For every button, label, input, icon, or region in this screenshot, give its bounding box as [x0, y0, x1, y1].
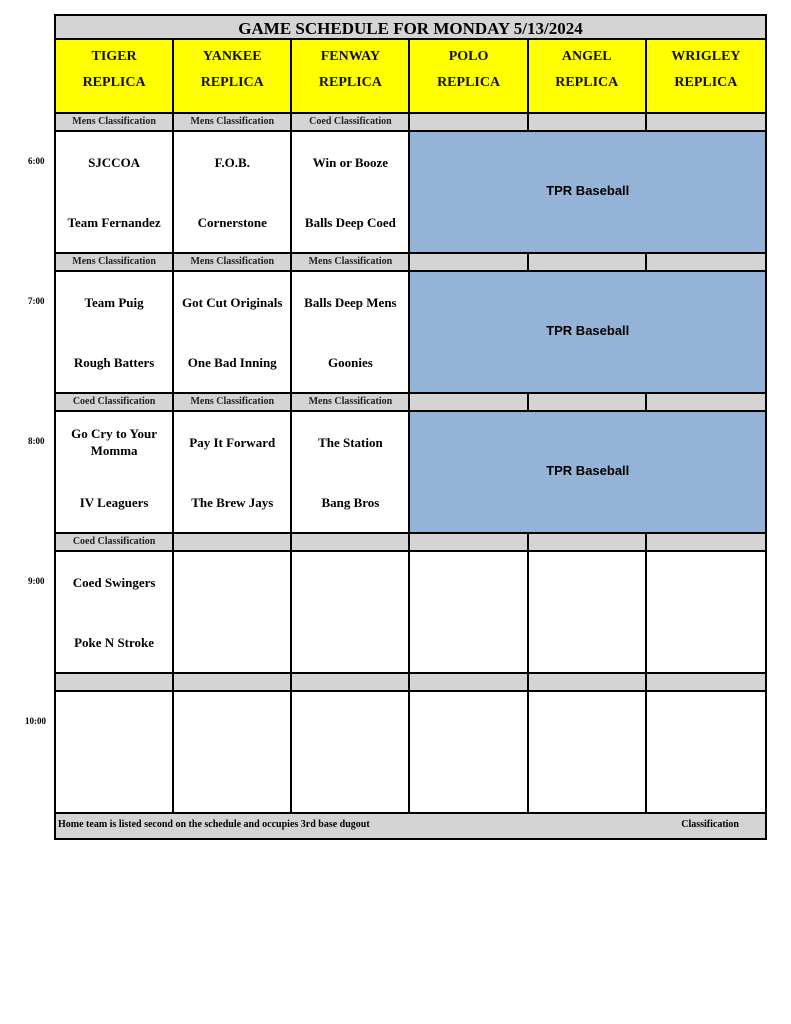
- home-team: Rough Batters: [73, 355, 155, 370]
- home-team: Balls Deep Coed: [304, 215, 396, 230]
- classification-cell: Coed Classification: [292, 114, 410, 130]
- game-cell: [56, 132, 174, 252]
- home-team: IV Leaguers: [79, 495, 149, 510]
- classification-cell: [529, 394, 647, 410]
- field-header-polo: [410, 40, 528, 112]
- game-cell: [647, 692, 765, 812]
- home-team: Goonies: [328, 355, 373, 370]
- classification-row: [54, 672, 767, 692]
- game-cell: [292, 272, 410, 392]
- classification-cell: Mens Classification: [56, 114, 174, 130]
- away-team: Team Puig: [84, 295, 144, 310]
- game-cell: [410, 552, 528, 672]
- footer-bar: [54, 812, 767, 840]
- classification-cell: [529, 114, 647, 130]
- time-slot: [54, 692, 767, 812]
- classification-cell: [647, 534, 765, 550]
- game-cell: [56, 552, 174, 672]
- game-cell: [174, 132, 292, 252]
- away-team: Go Cry to Your Momma: [71, 426, 157, 458]
- away-team: Got Cut Originals: [182, 295, 283, 310]
- footer-note: Home team is listed second on the schedule and occupies 3rd base dugout: [58, 819, 370, 830]
- classification-cell: [292, 534, 410, 550]
- classification-row: [54, 532, 767, 552]
- classification-cell: [647, 114, 765, 130]
- footer-classification: Classification: [681, 819, 739, 830]
- away-team: F.O.B.: [214, 155, 250, 170]
- home-team: One Bad Inning: [187, 355, 277, 370]
- classification-cell: [174, 674, 292, 690]
- field-sub: REPLICA: [437, 75, 501, 90]
- game-cell: [292, 552, 410, 672]
- game-cell: [56, 272, 174, 392]
- schedule-sheet: [54, 14, 767, 840]
- time-label: 7:00: [28, 296, 45, 306]
- field-name: TIGER: [91, 49, 137, 64]
- away-team: Pay It Forward: [189, 435, 276, 450]
- reserved-block-label: TPR Baseball: [546, 182, 630, 198]
- game-cell: [647, 552, 765, 672]
- classification-cell: [56, 674, 174, 690]
- reserved-block: [410, 132, 765, 252]
- schedule-title: GAME SCHEDULE FOR MONDAY 5/13/2024: [54, 14, 767, 40]
- game-cell: [174, 692, 292, 812]
- classification-cell: [647, 674, 765, 690]
- classification-cell: [410, 254, 528, 270]
- field-name: POLO: [448, 49, 489, 64]
- classification-cell: [410, 394, 528, 410]
- reserved-block: [410, 272, 765, 392]
- classification-cell: [647, 254, 765, 270]
- time-label: 8:00: [28, 436, 45, 446]
- home-team: Cornerstone: [197, 215, 267, 230]
- classification-cell: Mens Classification: [292, 394, 410, 410]
- classification-cell: [529, 254, 647, 270]
- field-header-wrigley: [647, 40, 765, 112]
- field-name: WRIGLEY: [671, 49, 741, 64]
- field-name: ANGEL: [561, 49, 612, 64]
- game-cell: [292, 412, 410, 532]
- field-header-tiger: [56, 40, 174, 112]
- field-sub: REPLICA: [318, 75, 382, 90]
- classification-cell: Mens Classification: [56, 254, 174, 270]
- away-team: Coed Swingers: [72, 575, 156, 590]
- home-team: Poke N Stroke: [74, 635, 155, 650]
- field-sub: REPLICA: [200, 75, 264, 90]
- field-name: YANKEE: [202, 49, 262, 64]
- field-header-row: [54, 40, 767, 112]
- time-label: 9:00: [28, 576, 45, 586]
- classification-cell: Coed Classification: [56, 394, 174, 410]
- field-sub: REPLICA: [82, 75, 146, 90]
- classification-cell: [529, 674, 647, 690]
- classification-row: [54, 112, 767, 132]
- game-cell: [56, 692, 174, 812]
- field-name: FENWAY: [320, 49, 381, 64]
- classification-cell: Mens Classification: [174, 114, 292, 130]
- game-cell: [174, 552, 292, 672]
- classification-cell: [410, 674, 528, 690]
- field-header-fenway: [292, 40, 410, 112]
- game-cell: [56, 412, 174, 532]
- home-team: Bang Bros: [321, 495, 380, 510]
- field-sub: REPLICA: [555, 75, 619, 90]
- game-cell: [410, 692, 528, 812]
- game-cell: [529, 552, 647, 672]
- field-header-yankee: [174, 40, 292, 112]
- field-sub: REPLICA: [674, 75, 738, 90]
- classification-cell: [647, 394, 765, 410]
- classification-cell: Mens Classification: [174, 394, 292, 410]
- game-cell: [174, 412, 292, 532]
- home-team: The Brew Jays: [191, 495, 274, 510]
- classification-row: [54, 252, 767, 272]
- reserved-block-label: TPR Baseball: [546, 322, 630, 338]
- game-cell: [292, 692, 410, 812]
- away-team: SJCCOA: [88, 155, 141, 170]
- time-slot: [54, 272, 767, 392]
- time-slot: [54, 412, 767, 532]
- reserved-block-label: TPR Baseball: [546, 462, 630, 478]
- classification-row: [54, 392, 767, 412]
- away-team: Balls Deep Mens: [304, 295, 397, 310]
- game-cell: [529, 692, 647, 812]
- time-slot: [54, 552, 767, 672]
- home-team: Team Fernandez: [67, 215, 161, 230]
- classification-cell: [292, 674, 410, 690]
- classification-cell: Mens Classification: [174, 254, 292, 270]
- classification-cell: [410, 114, 528, 130]
- classification-cell: [529, 534, 647, 550]
- classification-cell: [410, 534, 528, 550]
- away-team: The Station: [318, 435, 383, 450]
- time-slot: [54, 132, 767, 252]
- classification-cell: Coed Classification: [56, 534, 174, 550]
- game-cell: [292, 132, 410, 252]
- game-cell: [174, 272, 292, 392]
- classification-cell: Mens Classification: [292, 254, 410, 270]
- reserved-block: [410, 412, 765, 532]
- classification-cell: [174, 534, 292, 550]
- time-label: 6:00: [28, 156, 45, 166]
- time-label: 10:00: [25, 716, 46, 726]
- field-header-angel: [529, 40, 647, 112]
- away-team: Win or Booze: [312, 155, 389, 170]
